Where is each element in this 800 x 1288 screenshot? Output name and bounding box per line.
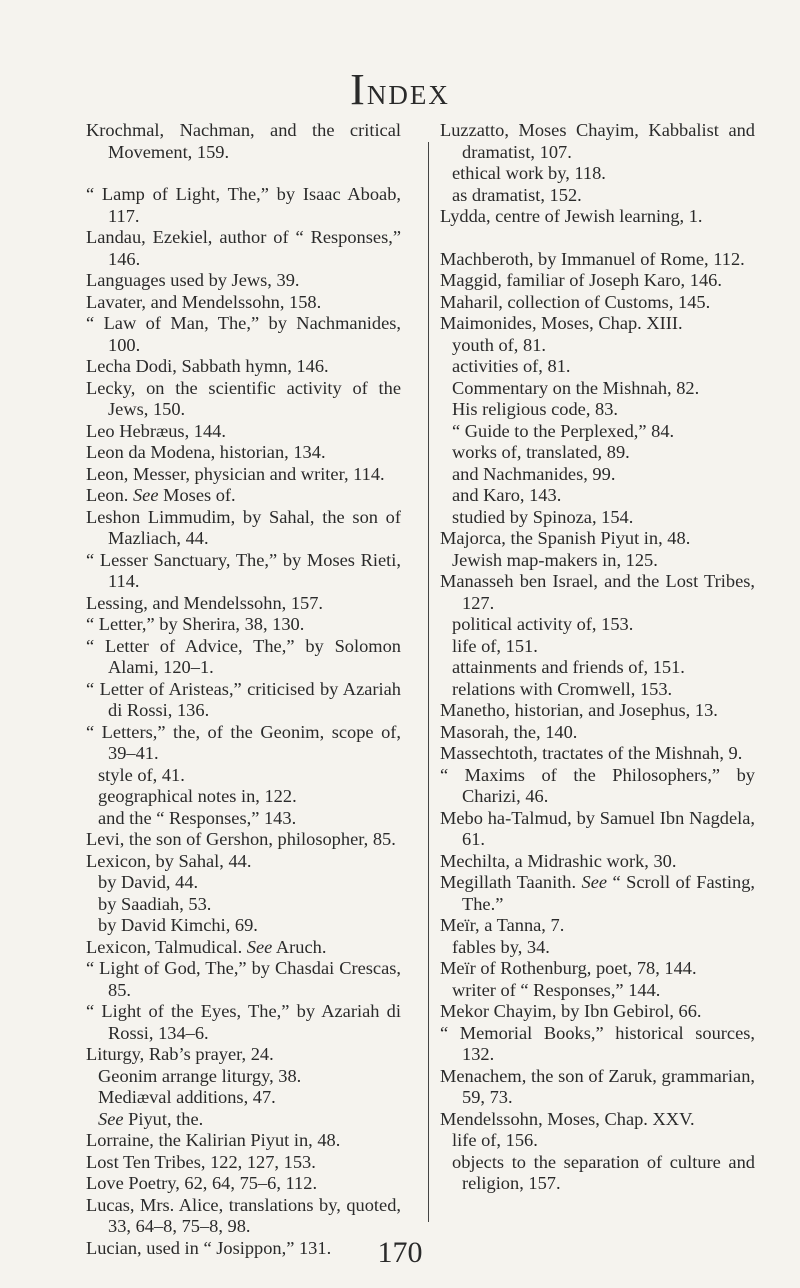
index-entry: geographical notes in, 122. [98, 786, 297, 806]
index-entry: Commentary on the Mishnah, 82. [452, 377, 700, 398]
index-entry: activities of, 81. [452, 356, 571, 376]
index-entry: writer of “ Responses,” 144. [452, 979, 661, 1000]
index-entry: “ Letter of Advice, The,” by Solomon Alami, 120–1. [86, 635, 401, 677]
page-header: Index [350, 65, 450, 114]
index-entry: and the “ Responses,” 143. [98, 807, 297, 828]
index-entry: “ Light of the Eyes, The,” by Azariah di Rossi, 134–6. [86, 1001, 401, 1043]
index-entry: Mebo ha-Talmud, by Samuel Ibn Nagdela, 61. [440, 807, 755, 849]
index-entry: Leon da Modena, historian, 134. [86, 442, 326, 462]
index-entry: Maharil, collection of Customs, 145. [440, 291, 711, 312]
index-entry: by David, 44. [98, 872, 199, 892]
index-entry: Massechtoth, tractates of the Mishnah, 9. [440, 743, 743, 763]
index-entry: fables by, 34. [452, 936, 550, 957]
index-entry: See Piyut, the. [98, 1108, 204, 1129]
index-entry: Lecha Dodi, Sabbath hymn, 146. [86, 356, 329, 376]
index-entry: “ Letter,” by Sherira, 38, 130. [86, 614, 305, 634]
index-entry: Leon. See Moses of. [86, 485, 236, 505]
index-entry: and Karo, 143. [452, 485, 562, 505]
index-entry: Jewish map-makers in, 125. [452, 549, 658, 570]
index-entry: Lexicon, by Sahal, 44. [86, 850, 252, 871]
index-entry: “ Memorial Books,” historical sources, 132. [440, 1022, 755, 1064]
index-entry: life of, 156. [452, 1130, 538, 1150]
index-entry: “ Letter of Aristeas,” criticised by Azariah di Rossi, 136. [86, 678, 401, 720]
index-entry: Manetho, historian, and Josephus, 13. [440, 700, 718, 720]
index-entry: attainments and friends of, 151. [452, 657, 685, 677]
index-entry: as dramatist, 152. [452, 184, 582, 205]
index-entry: His religious code, 83. [452, 399, 619, 419]
index-entry: “ Guide to the Perplexed,” 84. [452, 420, 675, 441]
index-entry: Masorah, the, 140. [440, 721, 578, 742]
index-entry: Levi, the son of Gershon, philosopher, 85. [86, 829, 396, 849]
index-entry: Maimonides, Moses, Chap. XIII. [440, 313, 683, 333]
index-entry: “ Light of God, The,” by Chasdai Crescas, 85. [86, 958, 401, 1000]
index-entry: Lost Ten Tribes, 122, 127, 153. [86, 1151, 316, 1172]
index-entry: objects to the separation of culture and religion, 157. [452, 1151, 755, 1193]
index-entry: Lydda, centre of Jewish learning, 1. [440, 206, 703, 226]
index-entry: Majorca, the Spanish Piyut in, 48. [440, 528, 691, 548]
index-entry: by Saadiah, 53. [98, 893, 212, 914]
index-entry: Leon, Messer, physician and writer, 114. [86, 463, 385, 484]
index-entry: Leshon Limmudim, by Sahal, the son of Mazliach, 44. [86, 506, 401, 548]
index-entry: Mechilta, a Midrashic work, 30. [440, 850, 677, 871]
index-entry: Lorraine, the Kalirian Piyut in, 48. [86, 1130, 341, 1150]
index-entry: Mendelssohn, Moses, Chap. XXV. [440, 1108, 695, 1129]
index-entry: Lavater, and Mendelssohn, 158. [86, 291, 322, 312]
index-entry: Landau, Ezekiel, author of “ Responses,” 146. [86, 227, 401, 269]
index-entry: Krochmal, Nachman, and the critical Movement, 159. [86, 120, 401, 162]
right-column [440, 120, 755, 1195]
index-entry: Megillath Taanith. See “ Scroll of Fasting, The.” [440, 872, 755, 914]
index-entry: Menachem, the son of Zaruk, grammarian, 59, 73. [440, 1065, 755, 1107]
index-entry: Mediæval additions, 47. [98, 1087, 276, 1107]
index-entry: Meïr, a Tanna, 7. [440, 915, 565, 935]
column-divider [428, 142, 429, 1222]
index-entry: Machberoth, by Immanuel of Rome, 112. [440, 248, 745, 269]
index-entry: Lucas, Mrs. Alice, translations by, quoted, 33, 64–8, 75–8, 98. [86, 1194, 401, 1236]
index-entry: Liturgy, Rab’s prayer, 24. [86, 1044, 274, 1064]
index-entry: “ Lesser Sanctuary, The,” by Moses Rieti, 114. [86, 549, 401, 591]
index-entry: Maggid, familiar of Joseph Karo, 146. [440, 270, 722, 290]
index-entry: Lucian, used in “ Josippon,” 131. [86, 1237, 332, 1258]
index-entry: studied by Spinoza, 154. [452, 506, 634, 527]
index-entry: “ Law of Man, The,” by Nachmanides, 100. [86, 313, 401, 355]
index-entry: Leo Hebræus, 144. [86, 420, 226, 441]
index-entry: relations with Cromwell, 153. [452, 678, 673, 699]
index-entry: Manasseh ben Israel, and the Lost Tribes, 127. [440, 571, 755, 613]
index-entry: youth of, 81. [452, 334, 546, 355]
index-entry: Lessing, and Mendelssohn, 157. [86, 592, 324, 613]
index-entry: style of, 41. [98, 764, 185, 785]
index-entry: by David Kimchi, 69. [98, 915, 258, 935]
index-entry: Geonim arrange liturgy, 38. [98, 1065, 302, 1086]
index-entry: “ Lamp of Light, The,” by Isaac Aboab, 117. [86, 184, 401, 226]
index-entry: Languages used by Jews, 39. [86, 270, 300, 290]
index-entry: ethical work by, 118. [452, 163, 606, 183]
index-entry: and Nachmanides, 99. [452, 463, 616, 484]
index-entry: political activity of, 153. [452, 614, 634, 634]
index-entry: Luzzatto, Moses Chayim, Kabbalist and dramatist, 107. [440, 120, 755, 162]
index-entry: Mekor Chayim, by Ibn Gebirol, 66. [440, 1001, 702, 1021]
index-entry: works of, translated, 89. [452, 442, 630, 462]
index-entry: life of, 151. [452, 635, 538, 656]
left-column [86, 120, 401, 1259]
index-entry: “ Maxims of the Philosophers,” by Charizi, 46. [440, 764, 755, 806]
index-entry: “ Letters,” the, of the Geonim, scope of, 39–41. [86, 721, 401, 763]
index-entry: Lexicon, Talmudical. See Aruch. [86, 936, 327, 957]
page-number: 170 [377, 1236, 423, 1269]
index-entry: Love Poetry, 62, 64, 75–6, 112. [86, 1173, 318, 1193]
index-entry: Lecky, on the scientific activity of the Jews, 150. [86, 377, 401, 419]
index-entry: Meïr of Rothenburg, poet, 78, 144. [440, 958, 697, 978]
